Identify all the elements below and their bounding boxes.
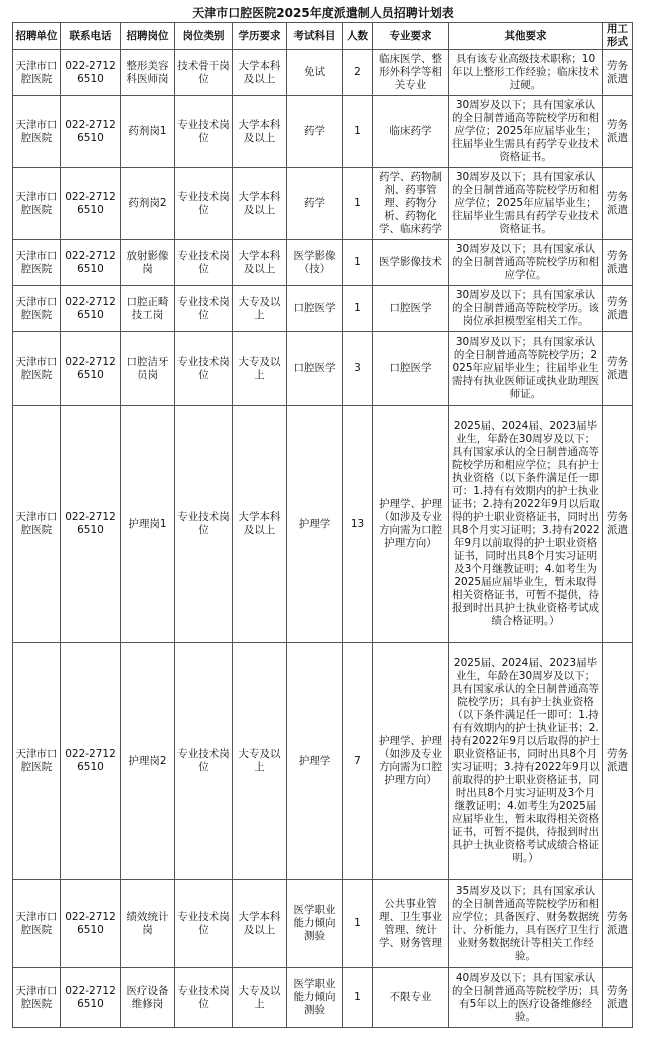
header-education: 学历要求 [233, 23, 287, 50]
table-row [13, 168, 633, 240]
cell-major: 公共事业管理、卫生事业管理、统计学、财务管理 [373, 880, 449, 968]
table-header-row [13, 23, 633, 50]
cell-other: 具有该专业高级技术职称；10年以上整形工作经验；临床技术过硬。 [449, 50, 603, 96]
cell-major: 药学、药物制剂、药事管理、药物分析、药物化学、临床药学 [373, 168, 449, 240]
cell-phone: 022-27126510 [61, 50, 121, 96]
cell-unit: 天津市口腔医院 [13, 50, 61, 96]
cell-education: 大专及以上 [233, 286, 287, 332]
cell-category: 专业技术岗位 [175, 643, 233, 880]
cell-position: 药剂岗2 [121, 168, 175, 240]
cell-position: 口腔正畸技工岗 [121, 286, 175, 332]
cell-count: 1 [343, 240, 373, 286]
cell-phone: 022-27126510 [61, 643, 121, 880]
cell-unit: 天津市口腔医院 [13, 286, 61, 332]
cell-education: 大学本科及以上 [233, 96, 287, 168]
cell-exam: 医学职业能力倾向测验 [287, 968, 343, 1028]
header-other: 其他要求 [449, 23, 603, 50]
cell-other: 30周岁及以下；具有国家承认的全日制普通高等院校学历。该岗位承担模型室相关工作。 [449, 286, 603, 332]
cell-employment: 劳务派遣 [603, 643, 633, 880]
cell-phone: 022-27126510 [61, 168, 121, 240]
cell-position: 整形美容科医师岗 [121, 50, 175, 96]
cell-education: 大专及以上 [233, 332, 287, 406]
cell-position: 护理岗2 [121, 643, 175, 880]
cell-unit: 天津市口腔医院 [13, 332, 61, 406]
cell-count: 3 [343, 332, 373, 406]
cell-category: 技术骨干岗位 [175, 50, 233, 96]
cell-phone: 022-27126510 [61, 968, 121, 1028]
cell-unit: 天津市口腔医院 [13, 96, 61, 168]
cell-position: 护理岗1 [121, 406, 175, 643]
cell-unit: 天津市口腔医院 [13, 968, 61, 1028]
table-row [13, 968, 633, 1028]
cell-education: 大学本科及以上 [233, 880, 287, 968]
cell-category: 专业技术岗位 [175, 880, 233, 968]
cell-other: 40周岁及以下；具有国家承认的全日制普通高等院校学历；具有5年以上的医疗设备维修经验。 [449, 968, 603, 1028]
cell-exam: 医学影像（技） [287, 240, 343, 286]
table-row [13, 96, 633, 168]
cell-employment: 劳务派遣 [603, 880, 633, 968]
header-category: 岗位类别 [175, 23, 233, 50]
cell-exam: 医学职业能力倾向测验 [287, 880, 343, 968]
recruitment-table [12, 22, 633, 1028]
cell-count: 1 [343, 880, 373, 968]
cell-major: 医学影像技术 [373, 240, 449, 286]
cell-unit: 天津市口腔医院 [13, 643, 61, 880]
cell-count: 7 [343, 643, 373, 880]
cell-category: 专业技术岗位 [175, 968, 233, 1028]
cell-exam: 免试 [287, 50, 343, 96]
cell-major: 不限专业 [373, 968, 449, 1028]
cell-unit: 天津市口腔医院 [13, 168, 61, 240]
cell-education: 大学本科及以上 [233, 406, 287, 643]
cell-exam: 护理学 [287, 643, 343, 880]
cell-major: 口腔医学 [373, 286, 449, 332]
table-row [13, 332, 633, 406]
header-employment: 用工形式 [603, 23, 633, 50]
cell-other: 30周岁及以下；具有国家承认的全日制普通高等院校学历和相应学位；2025年应届毕业生；往届毕业生需具有药学专业技术资格证书。 [449, 96, 603, 168]
table-row [13, 50, 633, 96]
table-row [13, 880, 633, 968]
cell-education: 大专及以上 [233, 968, 287, 1028]
table-row [13, 406, 633, 643]
cell-phone: 022-27126510 [61, 240, 121, 286]
cell-education: 大专及以上 [233, 643, 287, 880]
cell-phone: 022-27126510 [61, 406, 121, 643]
cell-other: 30周岁及以下；具有国家承认的全日制普通高等院校学历和相应学位；2025年应届毕业生；往届毕业生需具有药学专业技术资格证书。 [449, 168, 603, 240]
cell-other: 2025届、2024届、2023届毕业生，年龄在30周岁及以下；具有国家承认的全日制普通高等院校学历和相应学位；具有护士执业资格（以下条件满足任一即可：1.持有有效期内的护士执业证书；2.持有2022年9月以后取得的护士职业资格证书，同时出具8个月实习证明；3.持有2022年9月以前取得的护士职业资格证书，同时出具8个月实习证明及3个月继教证明；4.如考生为2025届应届毕业生，暂未取得相关资格证书，可暂不提供，待报到时出具护士执业资格考试成绩合格证明。） [449, 406, 603, 643]
header-major: 专业要求 [373, 23, 449, 50]
cell-employment: 劳务派遣 [603, 968, 633, 1028]
cell-major: 护理学、护理（如涉及专业方向需为口腔护理方向） [373, 406, 449, 643]
cell-count: 1 [343, 968, 373, 1028]
cell-category: 专业技术岗位 [175, 406, 233, 643]
cell-category: 专业技术岗位 [175, 96, 233, 168]
cell-count: 13 [343, 406, 373, 643]
header-position: 招聘岗位 [121, 23, 175, 50]
cell-phone: 022-27126510 [61, 286, 121, 332]
cell-education: 大学本科及以上 [233, 50, 287, 96]
cell-employment: 劳务派遣 [603, 240, 633, 286]
cell-exam: 护理学 [287, 406, 343, 643]
cell-major: 口腔医学 [373, 332, 449, 406]
cell-exam: 药学 [287, 96, 343, 168]
cell-exam: 口腔医学 [287, 286, 343, 332]
cell-count: 1 [343, 286, 373, 332]
cell-position: 放射影像岗 [121, 240, 175, 286]
cell-phone: 022-27126510 [61, 96, 121, 168]
cell-phone: 022-27126510 [61, 880, 121, 968]
cell-other: 30周岁及以下；具有国家承认的全日制普通高等院校学历和相应学位。 [449, 240, 603, 286]
cell-phone: 022-27126510 [61, 332, 121, 406]
header-count: 人数 [343, 23, 373, 50]
header-exam: 考试科目 [287, 23, 343, 50]
table-row [13, 286, 633, 332]
cell-category: 专业技术岗位 [175, 168, 233, 240]
cell-education: 大学本科及以上 [233, 240, 287, 286]
cell-employment: 劳务派遣 [603, 286, 633, 332]
cell-position: 口腔洁牙员岗 [121, 332, 175, 406]
cell-exam: 口腔医学 [287, 332, 343, 406]
cell-education: 大学本科及以上 [233, 168, 287, 240]
cell-count: 2 [343, 50, 373, 96]
cell-category: 专业技术岗位 [175, 286, 233, 332]
cell-count: 1 [343, 96, 373, 168]
cell-exam: 药学 [287, 168, 343, 240]
cell-position: 药剂岗1 [121, 96, 175, 168]
cell-employment: 劳务派遣 [603, 50, 633, 96]
cell-major: 临床医学、整形外科学等相关专业 [373, 50, 449, 96]
cell-unit: 天津市口腔医院 [13, 240, 61, 286]
table-row [13, 643, 633, 880]
header-unit: 招聘单位 [13, 23, 61, 50]
cell-other: 30周岁及以下；具有国家承认的全日制普通高等院校学历；2025年应届毕业生；往届毕业生需持有执业医师证或执业助理医师证。 [449, 332, 603, 406]
cell-other: 35周岁及以下；具有国家承认的全日制普通高等院校学历和相应学位；具备医疗、财务数据统计、分析能力，具有医疗卫生行业财务数据统计等相关工作经验。 [449, 880, 603, 968]
cell-unit: 天津市口腔医院 [13, 880, 61, 968]
cell-other: 2025届、2024届、2023届毕业生，年龄在30周岁及以下；具有国家承认的全日制普通高等院校学历；具有护士执业资格（以下条件满足任一即可：1.持有有效期内的护士执业证书；2.持有2022年9月以后取得的护士职业资格证书，同时出具8个月实习证明；3.持有2022年9月以前取得的护士职业资格证书，同时出具8个月实习证明及3个月继教证明；4.如考生为2025届应届毕业生，暂未取得相关资格证书，可暂不提供，待报到时出具护士执业资格考试成绩合格证明。） [449, 643, 603, 880]
cell-major: 护理学、护理（如涉及专业方向需为口腔护理方向） [373, 643, 449, 880]
cell-employment: 劳务派遣 [603, 96, 633, 168]
cell-unit: 天津市口腔医院 [13, 406, 61, 643]
cell-position: 绩效统计岗 [121, 880, 175, 968]
cell-category: 专业技术岗位 [175, 240, 233, 286]
header-phone: 联系电话 [61, 23, 121, 50]
table-row [13, 240, 633, 286]
page-title: 天津市口腔医院2025年度派遣制人员招聘计划表 [192, 6, 454, 20]
cell-position: 医疗设备维修岗 [121, 968, 175, 1028]
cell-employment: 劳务派遣 [603, 168, 633, 240]
cell-employment: 劳务派遣 [603, 406, 633, 643]
cell-major: 临床药学 [373, 96, 449, 168]
cell-category: 专业技术岗位 [175, 332, 233, 406]
cell-employment: 劳务派遣 [603, 332, 633, 406]
cell-count: 1 [343, 168, 373, 240]
